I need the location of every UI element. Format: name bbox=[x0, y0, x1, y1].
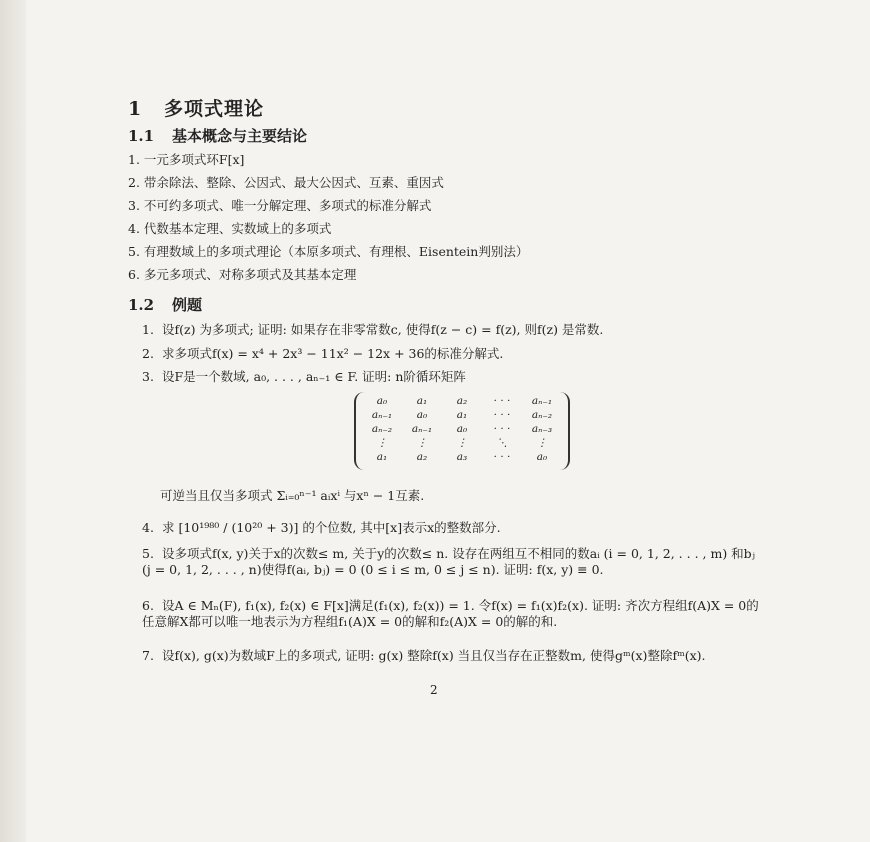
matrix-cell: aₙ₋₂ bbox=[531, 409, 553, 421]
matrix-cell: a₀ bbox=[536, 451, 548, 463]
example-number: 4. bbox=[142, 520, 154, 535]
section-heading bbox=[128, 94, 264, 121]
example-text: 求多项式f(x) = x⁴ + 2x³ − 11x² − 12x + 36的标准分解式. bbox=[162, 346, 504, 361]
example-number: 1. bbox=[142, 322, 154, 337]
invertibility-condition: 可逆当且仅当多项式 Σᵢ₌₀ⁿ⁻¹ aᵢxⁱ 与xⁿ − 1互素. bbox=[160, 488, 425, 503]
matrix-cell: ⋮ bbox=[536, 437, 548, 449]
subsection-heading-concepts bbox=[128, 125, 307, 146]
matrix-cell: a₁ bbox=[376, 451, 388, 463]
matrix-cell: a₂ bbox=[416, 451, 428, 463]
matrix-cell: aₙ₋₁ bbox=[411, 423, 433, 435]
example-item bbox=[142, 367, 466, 385]
matrix-cell: · · · bbox=[493, 423, 511, 435]
concept-item: 4. 代数基本定理、实数域上的多项式 bbox=[128, 221, 332, 236]
example-number: 3. bbox=[142, 369, 154, 384]
example-text: 设f(x), g(x)为数域F上的多项式, 证明: g(x) 整除f(x) 当且仅当存在正整数m, 使得gᵐ(x)整除fᵐ(x). bbox=[162, 648, 706, 663]
matrix-cell: aₙ₋₁ bbox=[371, 409, 393, 421]
example-item bbox=[142, 344, 503, 362]
matrix-table bbox=[362, 394, 562, 464]
matrix-cell: aₙ₋₂ bbox=[371, 423, 393, 435]
concept-item: 5. 有理数域上的多项式理论（本原多项式、有理根、Eisentein判别法） bbox=[128, 244, 529, 259]
example-text: 设A ∈ Mₙ(F), f₁(x), f₂(x) ∈ F[x]满足(f₁(x), f₂(x)) = 1. 令f(x) = f₁(x)f₂(x). 证明: 齐次方程组f(A)X = 0的任意解X都可以唯一地表示为方程组f₁(A)X = 0的解和f₂(A)X = 0的解的和. bbox=[142, 598, 759, 629]
example-number: 5. bbox=[142, 546, 154, 561]
matrix-cell: ⋮ bbox=[376, 437, 388, 449]
example-text: 设f(z) 为多项式; 证明: 如果存在非零常数c, 使得f(z − c) = f(z), 则f(z) 是常数. bbox=[162, 322, 604, 337]
matrix-cell: ⋮ bbox=[456, 437, 468, 449]
concept-item: 3. 不可约多项式、唯一分解定理、多项式的标准分解式 bbox=[128, 198, 432, 213]
example-item bbox=[142, 648, 762, 664]
subsection-heading-examples bbox=[128, 294, 202, 315]
section-number: 1 bbox=[128, 98, 143, 120]
matrix-cell: a₀ bbox=[376, 395, 388, 407]
concept-item: 6. 多元多项式、对称多项式及其基本定理 bbox=[128, 267, 357, 282]
matrix-cell: a₁ bbox=[456, 409, 468, 421]
subsection-number: 1.2 bbox=[128, 296, 155, 314]
example-item bbox=[142, 598, 762, 630]
matrix-cell: · · · bbox=[493, 395, 511, 407]
matrix-cell: ⋮ bbox=[416, 437, 428, 449]
example-number: 7. bbox=[142, 648, 154, 663]
matrix-cell: a₃ bbox=[456, 451, 468, 463]
example-text: 设F是一个数域, a₀, . . . , aₙ₋₁ ∈ F. 证明: n阶循环矩阵 bbox=[162, 369, 466, 384]
matrix-cell: a₀ bbox=[456, 423, 468, 435]
subsection-number: 1.1 bbox=[128, 127, 155, 145]
matrix-cell: a₁ bbox=[416, 395, 428, 407]
matrix-cell: · · · bbox=[493, 409, 511, 421]
example-item bbox=[142, 320, 603, 338]
example-number: 2. bbox=[142, 346, 154, 361]
matrix-cell: a₂ bbox=[456, 395, 468, 407]
section-title: 多项式理论 bbox=[164, 98, 265, 120]
concept-item: 1. 一元多项式环F[x] bbox=[128, 152, 245, 167]
matrix-cell: aₙ₋₁ bbox=[531, 395, 553, 407]
matrix-cell: aₙ₋₃ bbox=[531, 423, 553, 435]
subsection-title: 基本概念与主要结论 bbox=[172, 127, 308, 145]
page-number: 2 bbox=[430, 683, 438, 697]
matrix-cell: · · · bbox=[493, 451, 511, 463]
matrix-cell: ⋱ bbox=[496, 437, 508, 449]
subsection-title: 例题 bbox=[172, 296, 203, 314]
example-item bbox=[142, 546, 762, 578]
example-number: 6. bbox=[142, 598, 154, 613]
circulant-matrix bbox=[354, 392, 570, 470]
matrix-cell: a₀ bbox=[416, 409, 428, 421]
example-text: 设多项式f(x, y)关于x的次数≤ m, 关于y的次数≤ n. 设存在两组互不相同的数aᵢ (i = 0, 1, 2, . . . , m) 和bⱼ (j = 0, 1, 2, . . . , n)使得f(aᵢ, bⱼ) = 0 (0 ≤ i ≤ m, 0 ≤ j ≤ n). 证明: f(x, y) ≡ 0. bbox=[142, 546, 755, 577]
example-item bbox=[142, 518, 501, 536]
example-text: 求 [10¹⁹⁸⁰ / (10²⁰ + 3)] 的个位数, 其中[x]表示x的整数部分. bbox=[162, 520, 501, 535]
concept-item: 2. 带余除法、整除、公因式、最大公因式、互素、重因式 bbox=[128, 175, 444, 190]
